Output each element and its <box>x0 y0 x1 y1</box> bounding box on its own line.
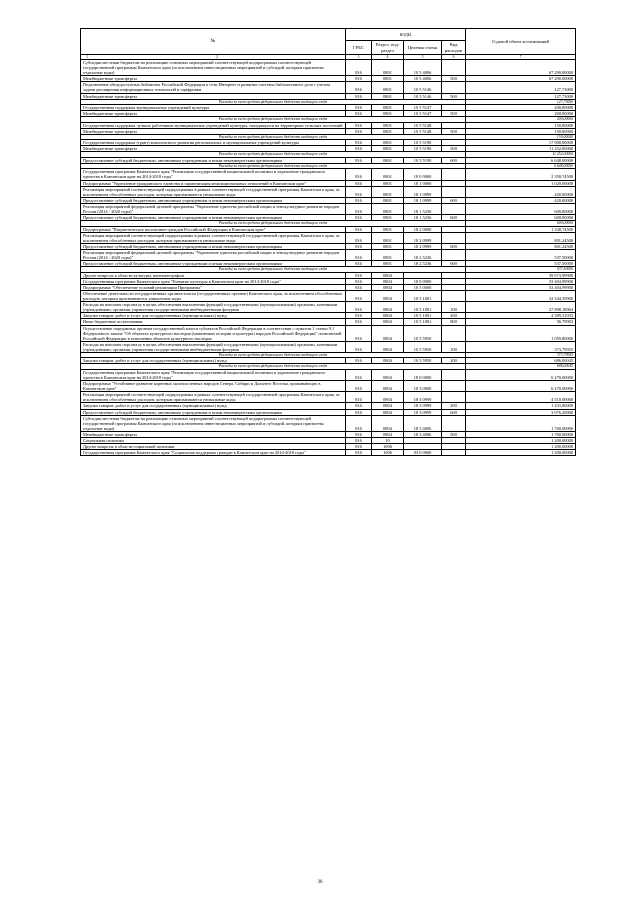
row-vr: 200 <box>442 313 466 319</box>
table-row <box>81 60 576 76</box>
row-csr: 10 5 5146 <box>404 93 442 99</box>
row-csr: 10 5 1001 <box>404 302 442 313</box>
row-amount: 801,24500 <box>466 243 576 249</box>
row-name: Реализация мероприятий федеральной целевой программы "Укрепление единства российской нации и этнокультурное развитие народов России (2014 - 2020 годы)" <box>81 203 346 214</box>
row-grbs: 816 <box>346 197 372 203</box>
note-amount: 537,50000 <box>466 267 576 272</box>
row-csr: 18 3 4006 <box>404 415 442 431</box>
row-csr: 18 1 0999 <box>404 186 442 197</box>
row-amount: 39 673,99900 <box>466 272 576 278</box>
row-grbs: 816 <box>346 341 372 352</box>
row-razdel: 0804 <box>372 302 404 313</box>
row-name: Обеспечение деятельности государственных органов власти (государственных органов) Камчатского края, за исключением обособленных расходов, которым присваиваются уникальные коды <box>81 290 346 301</box>
row-amount: 420,00000 <box>466 186 576 197</box>
row-grbs: 816 <box>346 93 372 99</box>
row-grbs: 816 <box>346 203 372 214</box>
row-amount: 150,00000 <box>466 128 576 134</box>
column-number: 1 2 <box>81 55 346 60</box>
row-grbs: 816 <box>346 431 372 437</box>
row-grbs: 816 <box>346 392 372 403</box>
row-vr: 600 <box>442 409 466 415</box>
row-vr: 600 <box>442 157 466 163</box>
row-grbs: 816 <box>346 82 372 93</box>
column-number: 6 <box>442 55 466 60</box>
table-row <box>81 169 576 180</box>
row-vr: 800 <box>442 319 466 325</box>
row-csr: 10 5 0000 <box>404 284 442 290</box>
row-grbs: 816 <box>346 450 372 456</box>
row-razdel: 0801 <box>372 93 404 99</box>
row-amount: 200,00000 <box>466 105 576 111</box>
row-amount: 4 510,00000 <box>466 392 576 403</box>
row-name: Подключение общедоступных библиотек Российской Федерации к сети Интернет и развитие системы библиотечного дела с учетом задачи расширения информационных технологий и оцифровки <box>81 82 346 93</box>
row-name: Предоставление субсидий бюджетным, автономным учреждениям и иным некоммерческим организациям <box>81 197 346 203</box>
row-name: Субсидии местным бюджетам на реализацию основных мероприятий соответствующей подпрограммы соответствующей государственной программы Камчатского края (за исключением инвестиционных мероприятий и субсидий, которым присвоены отдельные коды) <box>81 60 346 76</box>
row-name: Реализация мероприятий федеральной целевой программы "Укрепление единства российской нации и этнокультурное развитие народов России (2014 - 2020 годы)" <box>81 249 346 260</box>
row-razdel: 1006 <box>372 444 404 450</box>
note-text: Расходы за счет средств федерального бюджета входящего сюда <box>81 364 466 369</box>
row-amount: 1 200,00000 <box>466 438 576 444</box>
row-amount: 1 020,00000 <box>466 180 576 186</box>
row-csr: 10 5 1001 <box>404 319 442 325</box>
row-name: Межбюджетные трансферты <box>81 128 346 134</box>
row-name: Межбюджетные трансферты <box>81 76 346 82</box>
column-number: 7 <box>466 55 576 60</box>
header-razdel: Раздел, под-раздел <box>372 41 404 55</box>
row-amount: 6 270,00000 <box>466 369 576 380</box>
row-amount: 17 900,00000 <box>466 140 576 146</box>
table-row <box>81 369 576 380</box>
row-csr: 10 5 5147 <box>404 111 442 117</box>
row-amount: 1 200,00000 <box>466 450 576 456</box>
table-row <box>81 203 576 214</box>
row-razdel: 0804 <box>372 278 404 284</box>
row-name: Предоставление субсидий бюджетным, автономным учреждениям и иным некоммерческим организациям <box>81 261 346 267</box>
row-amount: 1 338,74500 <box>466 226 576 232</box>
row-amount: 67 290,00000 <box>466 60 576 76</box>
row-name: Предоставление субсидий бюджетным, автономным учреждениям и иным некоммерческим организациям <box>81 409 346 415</box>
note-text: Расходы за счет средств федерального бюджета входящего сюда <box>81 163 466 168</box>
row-grbs: 816 <box>346 313 372 319</box>
row-grbs: 816 <box>346 261 372 267</box>
row-grbs: 816 <box>346 249 372 260</box>
row-amount: 127,73000 <box>466 93 576 99</box>
row-amount: 1 760,00000 <box>466 431 576 437</box>
row-razdel: 0804 <box>372 284 404 290</box>
row-name: Предоставление субсидий бюджетным, автономным учреждениям и иным некоммерческим организациям <box>81 215 346 221</box>
row-name: Государственная программа Камчатского края "Реализация государственной национальной политики и укрепление гражданского единства в Камчатском крае на 2014-2018 годы" <box>81 369 346 380</box>
row-name: Межбюджетные трансферты <box>81 146 346 152</box>
row-vr <box>442 392 466 403</box>
row-razdel: 0804 <box>372 290 404 301</box>
row-csr: 18 1 0999 <box>404 197 442 203</box>
row-razdel: 0801 <box>372 215 404 221</box>
header-no: № <box>81 29 346 55</box>
note-amount: 686,00045 <box>466 364 576 369</box>
row-csr: 10 5 5950 <box>404 325 442 341</box>
row-name: Государственная поддержка муниципальных учреждений культуры <box>81 105 346 111</box>
note-text: Расходы за счет средств федерального бюджета входящего сюда <box>81 99 466 104</box>
row-vr <box>442 203 466 214</box>
row-amount: 1 200,00000 <box>466 444 576 450</box>
row-razdel: 0801 <box>372 76 404 82</box>
budget-table <box>80 28 576 456</box>
row-grbs: 816 <box>346 76 372 82</box>
row-razdel: 0801 <box>372 169 404 180</box>
row-csr: 18 2 0000 <box>404 226 442 232</box>
row-name: Подпрограмма "Устойчивое развитие коренных малочисленных народов Севера, Сибири и Дальнего Востока, проживающих в Камчатском крае" <box>81 381 346 392</box>
row-name: Предоставление субсидий бюджетным, автономным учреждениям и иным некоммерческим организациям <box>81 157 346 163</box>
note-text: Расходы за счет средств федерального бюджета входящего сюда <box>81 267 466 272</box>
row-grbs: 816 <box>346 226 372 232</box>
row-amount: 1 433,80000 <box>466 403 576 409</box>
note-amount: 373,79955 <box>466 352 576 357</box>
note-text: Расходы за счет средств федерального бюджета входящего сюда <box>81 352 466 357</box>
row-razdel: 0801 <box>372 232 404 243</box>
row-grbs: 816 <box>346 140 372 146</box>
row-grbs: 816 <box>346 325 372 341</box>
row-csr: 18 1 5236 <box>404 215 442 221</box>
row-csr: 18 0 0000 <box>404 369 442 380</box>
note-amount: 11 252,00000 <box>466 152 576 157</box>
row-razdel: 0804 <box>372 431 404 437</box>
row-grbs: 816 <box>346 186 372 197</box>
row-amount: 27 898,18964 <box>466 302 576 313</box>
row-grbs: 816 <box>346 60 372 76</box>
row-name: Подпрограмма "Обеспечение условий реализации Программы" <box>81 284 346 290</box>
row-amount: 6 648,00000 <box>466 157 576 163</box>
row-amount: 32 344,39900 <box>466 290 576 301</box>
row-csr: 10 5 5190 <box>404 157 442 163</box>
row-razdel: 0801 <box>372 111 404 117</box>
row-csr: 18 2 0999 <box>404 243 442 249</box>
row-razdel: 0804 <box>372 409 404 415</box>
row-grbs: 816 <box>346 111 372 117</box>
row-razdel: 1006 <box>372 450 404 456</box>
table-row <box>81 232 576 243</box>
row-csr: 10 5 4006 <box>404 60 442 76</box>
row-csr: 18 3 0000 <box>404 381 442 392</box>
row-grbs: 816 <box>346 105 372 111</box>
note-text: Расходы за счет средств федерального бюджета входящего сюда <box>81 134 466 139</box>
row-grbs: 816 <box>346 215 372 221</box>
table-row <box>81 415 576 431</box>
row-razdel: 0804 <box>372 325 404 341</box>
note-text: Расходы за счет средств федерального бюджета входящего сюда <box>81 221 466 226</box>
column-number: 3 <box>346 55 372 60</box>
row-razdel: 0801 <box>372 82 404 93</box>
row-csr: 10 5 5148 <box>404 122 442 128</box>
row-amount: 67 290,00000 <box>466 76 576 82</box>
row-name: Государственная программа Камчатского края "Социальная поддержка граждан в Камчатском крае на 2014-2018 годы" <box>81 450 346 456</box>
row-name: Расходы на выплаты персоналу в целях обеспечения выполнения функций государственными (муниципальными) органами, казенными учреждениями, органами управления государственными внебюджетными фондами <box>81 341 346 352</box>
row-name: Межбюджетные трансферты <box>81 93 346 99</box>
row-vr: 200 <box>442 403 466 409</box>
row-csr: 18 1 0000 <box>404 180 442 186</box>
table-row <box>81 186 576 197</box>
row-name: Реализация мероприятий соответствующей подпрограммы в рамках соответствующей государственной программы Камчатского края, за исключением обособленных расходов, которым присваиваются уникальные коды <box>81 186 346 197</box>
column-number: 4 <box>372 55 404 60</box>
row-amount: 537,50000 <box>466 261 576 267</box>
row-razdel: 0801 <box>372 146 404 152</box>
row-razdel: 0804 <box>372 313 404 319</box>
row-csr: 18 3 0999 <box>404 409 442 415</box>
row-csr: 18 2 5236 <box>404 261 442 267</box>
row-amount: 3 076,20000 <box>466 409 576 415</box>
row-vr <box>442 169 466 180</box>
row-name: Подпрограмма "Патриотическое воспитание граждан Российской Федерации в Камчатском крае" <box>81 226 346 232</box>
row-vr <box>442 232 466 243</box>
row-csr: 10 5 5950 <box>404 341 442 352</box>
row-csr: 10 5 5950 <box>404 358 442 364</box>
table-row <box>81 325 576 341</box>
row-razdel: 0804 <box>372 403 404 409</box>
table-row <box>81 249 576 260</box>
row-vr: 500 <box>442 76 466 82</box>
row-razdel: 0804 <box>372 369 404 380</box>
row-vr <box>442 325 466 341</box>
note-amount: 200,00000 <box>466 117 576 122</box>
row-vr: 500 <box>442 431 466 437</box>
row-vr <box>442 450 466 456</box>
row-vr <box>442 415 466 431</box>
row-amount: 1 760,00000 <box>466 415 576 431</box>
row-name: Закупка товаров, работ и услуг для государственных (муниципальных) нужд <box>81 313 346 319</box>
row-grbs: 816 <box>346 444 372 450</box>
row-amount: 33 404,99900 <box>466 284 576 290</box>
row-razdel: 0801 <box>372 186 404 197</box>
row-amount: 2 358,74500 <box>466 169 576 180</box>
row-amount: 1 059,80000 <box>466 325 576 341</box>
row-grbs: 816 <box>346 169 372 180</box>
row-grbs: 816 <box>346 409 372 415</box>
row-vr: 200 <box>442 358 466 364</box>
header-codes: КОДЫ <box>346 29 466 41</box>
row-amount: 420,00000 <box>466 197 576 203</box>
row-razdel: 0801 <box>372 157 404 163</box>
row-grbs: 816 <box>346 272 372 278</box>
row-csr: 18 2 5236 <box>404 249 442 260</box>
row-vr: 500 <box>442 93 466 99</box>
table-row <box>81 381 576 392</box>
row-name: Государственная поддержка (грант) комплексного развития региональных и муниципальных учреждений культуры <box>81 140 346 146</box>
row-name: Расходы на выплаты персоналу в целях обеспечения выполнения функций государственными (муниципальными) органами, казенными учреждениями, органами управления государственными внебюджетными фондами <box>81 302 346 313</box>
header-amount: Годовой объем ассигнований <box>466 29 576 55</box>
row-name: Закупка товаров, работ и услуг для государственных (муниципальных) нужд <box>81 403 346 409</box>
row-vr: 500 <box>442 128 466 134</box>
row-csr: 18 3 0999 <box>404 392 442 403</box>
row-razdel: 0801 <box>372 128 404 134</box>
row-razdel: 0804 <box>372 415 404 431</box>
row-grbs: 816 <box>346 122 372 128</box>
row-razdel: 0801 <box>372 203 404 214</box>
row-name: Предоставление субсидий бюджетным, автономным учреждениям и иным некоммерческим организациям <box>81 243 346 249</box>
row-grbs: 816 <box>346 358 372 364</box>
row-name: Другие вопросы в области культуры, кинематографии <box>81 272 346 278</box>
row-name: Межбюджетные трансферты <box>81 111 346 117</box>
row-razdel: 0801 <box>372 60 404 76</box>
row-amount: 4 389,31033 <box>466 313 576 319</box>
row-vr: 600 <box>442 243 466 249</box>
row-csr: 18 1 5236 <box>404 203 442 214</box>
row-csr: 10 5 1001 <box>404 290 442 301</box>
row-razdel: 0804 <box>372 319 404 325</box>
row-amount: 11 252,00000 <box>466 146 576 152</box>
row-grbs: 816 <box>346 302 372 313</box>
row-vr: 100 <box>442 302 466 313</box>
row-grbs: 816 <box>346 290 372 301</box>
row-name: Реализация мероприятий соответствующей подпрограммы в рамках соответствующей государственной программы Камчатского края, за исключением обособленных расходов, которым присваиваются уникальные коды <box>81 392 346 403</box>
row-razdel: 0801 <box>372 140 404 146</box>
row-razdel: 0804 <box>372 358 404 364</box>
row-amount: 6 270,00000 <box>466 381 576 392</box>
row-vr: 600 <box>442 215 466 221</box>
row-name: Государственная программа Камчатского края "Реализация государственной национальной политики и укрепление гражданского единства в Камчатском крае на 2014-2018 годы" <box>81 169 346 180</box>
row-name: Подпрограмма "Укрепление гражданского единства и гармонизация межнациональных отношений в Камчатском крае" <box>81 180 346 186</box>
row-amount: 600,00000 <box>466 203 576 214</box>
table-row <box>81 450 576 456</box>
row-amount: 373,79955 <box>466 341 576 352</box>
row-name: Закупка товаров, работ и услуг для государственных (муниципальных) нужд <box>81 358 346 364</box>
row-csr: 10 5 4006 <box>404 76 442 82</box>
row-csr: 10 5 5147 <box>404 105 442 111</box>
row-razdel: 0804 <box>372 272 404 278</box>
row-csr: 10 0 0000 <box>404 278 442 284</box>
row-grbs: 816 <box>346 278 372 284</box>
row-vr: 100 <box>442 341 466 352</box>
column-number: 5 <box>404 55 442 60</box>
row-razdel: 0801 <box>372 180 404 186</box>
row-grbs: 816 <box>346 180 372 186</box>
row-vr <box>442 186 466 197</box>
row-name: Государственная программа Камчатского края "Развитие культуры в Камчатском крае на 2014-2018 годы" <box>81 278 346 284</box>
row-csr: 10 5 5148 <box>404 128 442 134</box>
row-amount: 600,00000 <box>466 215 576 221</box>
budget-sheet <box>80 28 575 456</box>
header-grbs: ГРБС <box>346 41 372 55</box>
note-text: Расходы за счет средств федерального бюджета входящего сюда <box>81 152 466 157</box>
row-name: Реализация мероприятий соответствующей подпрограммы в рамках соответствующей государственной программы Камчатского края, за исключением обособленных расходов, которым присваиваются уникальные коды <box>81 232 346 243</box>
row-grbs: 816 <box>346 369 372 380</box>
row-vr: 500 <box>442 111 466 117</box>
row-name: Субсидии местным бюджетам на реализацию основных мероприятий соответствующей подпрограммы соответствующей государственной программы Камчатского края (за исключением инвестиционных мероприятий и субсидий, которым присвоены отдельные коды) <box>81 415 346 431</box>
row-csr: 10 5 1001 <box>404 313 442 319</box>
row-amount: 200,00000 <box>466 111 576 117</box>
row-grbs: 816 <box>346 438 372 444</box>
row-vr: 600 <box>442 261 466 267</box>
note-amount: 600,00000 <box>466 221 576 226</box>
row-grbs: 816 <box>346 403 372 409</box>
row-grbs: 816 <box>346 243 372 249</box>
page-number: 36 <box>317 880 323 885</box>
row-razdel: 0801 <box>372 243 404 249</box>
row-name: Государственная поддержка лучших работников муниципальных учреждений культуры, находящихся на территориях сельских поселений <box>81 122 346 128</box>
table-row <box>81 302 576 313</box>
row-razdel: 0801 <box>372 105 404 111</box>
row-grbs: 816 <box>346 146 372 152</box>
row-razdel: 10 <box>372 438 404 444</box>
row-amount: 686,00045 <box>466 358 576 364</box>
note-text: Расходы за счет средств федерального бюджета входящего сюда <box>81 117 466 122</box>
row-grbs: 816 <box>346 415 372 431</box>
note-amount: 127,73000 <box>466 99 576 104</box>
row-name: Иные бюджетные ассигнования <box>81 319 346 325</box>
row-grbs: 816 <box>346 232 372 243</box>
row-name: Межбюджетные трансферты <box>81 431 346 437</box>
note-amount: 6 648,00000 <box>466 163 576 168</box>
row-vr <box>442 249 466 260</box>
row-csr: 18 0 0000 <box>404 169 442 180</box>
row-amount: 801,24500 <box>466 232 576 243</box>
row-csr: 18 3 4006 <box>404 431 442 437</box>
row-razdel: 0801 <box>372 249 404 260</box>
row-csr: 18 2 0999 <box>404 232 442 243</box>
row-razdel: 0804 <box>372 392 404 403</box>
row-razdel: 0801 <box>372 197 404 203</box>
row-csr: 10 5 5190 <box>404 140 442 146</box>
row-vr: 600 <box>442 197 466 203</box>
row-vr <box>442 290 466 301</box>
row-razdel: 0801 <box>372 122 404 128</box>
row-amount: 56,79903 <box>466 319 576 325</box>
row-razdel: 0801 <box>372 261 404 267</box>
row-amount: 537,50000 <box>466 249 576 260</box>
row-amount: 127,73000 <box>466 82 576 93</box>
row-csr: 10 5 5146 <box>404 82 442 93</box>
table-row <box>81 341 576 352</box>
row-csr: 18 3 0999 <box>404 403 442 409</box>
row-vr <box>442 82 466 93</box>
row-razdel: 0804 <box>372 341 404 352</box>
table-body <box>81 60 576 456</box>
row-grbs: 816 <box>346 157 372 163</box>
row-grbs: 816 <box>346 284 372 290</box>
table-row <box>81 290 576 301</box>
row-name: Социальная политика <box>81 438 346 444</box>
table-row <box>81 82 576 93</box>
row-vr <box>442 369 466 380</box>
row-name: Осуществление переданных органам государственной власти субъектов Российской Федерации в соответствии с пунктом 1 статьи 9.1 Федерального закона "Об объектах культурного наследия (памятниках истории и культуры) народов Российской Федерации" полномочий Российской Федерации в отношении объектов культурного наследия <box>81 325 346 341</box>
table-row <box>81 392 576 403</box>
header-csr: Целевая статья <box>404 41 442 55</box>
row-vr: 500 <box>442 146 466 152</box>
row-razdel: 0804 <box>372 381 404 392</box>
row-csr: 10 5 5190 <box>404 146 442 152</box>
row-csr: 03 0 0000 <box>404 450 442 456</box>
row-name: Другие вопросы в области социальной политики <box>81 444 346 450</box>
row-razdel: 0801 <box>372 226 404 232</box>
note-amount: 150,00000 <box>466 134 576 139</box>
header-vr: Вид расходов <box>442 41 466 55</box>
row-vr <box>442 381 466 392</box>
row-grbs: 816 <box>346 381 372 392</box>
row-vr <box>442 60 466 76</box>
row-grbs: 816 <box>346 319 372 325</box>
row-amount: 150,00000 <box>466 122 576 128</box>
row-amount: 33 404,99900 <box>466 278 576 284</box>
row-grbs: 816 <box>346 128 372 134</box>
